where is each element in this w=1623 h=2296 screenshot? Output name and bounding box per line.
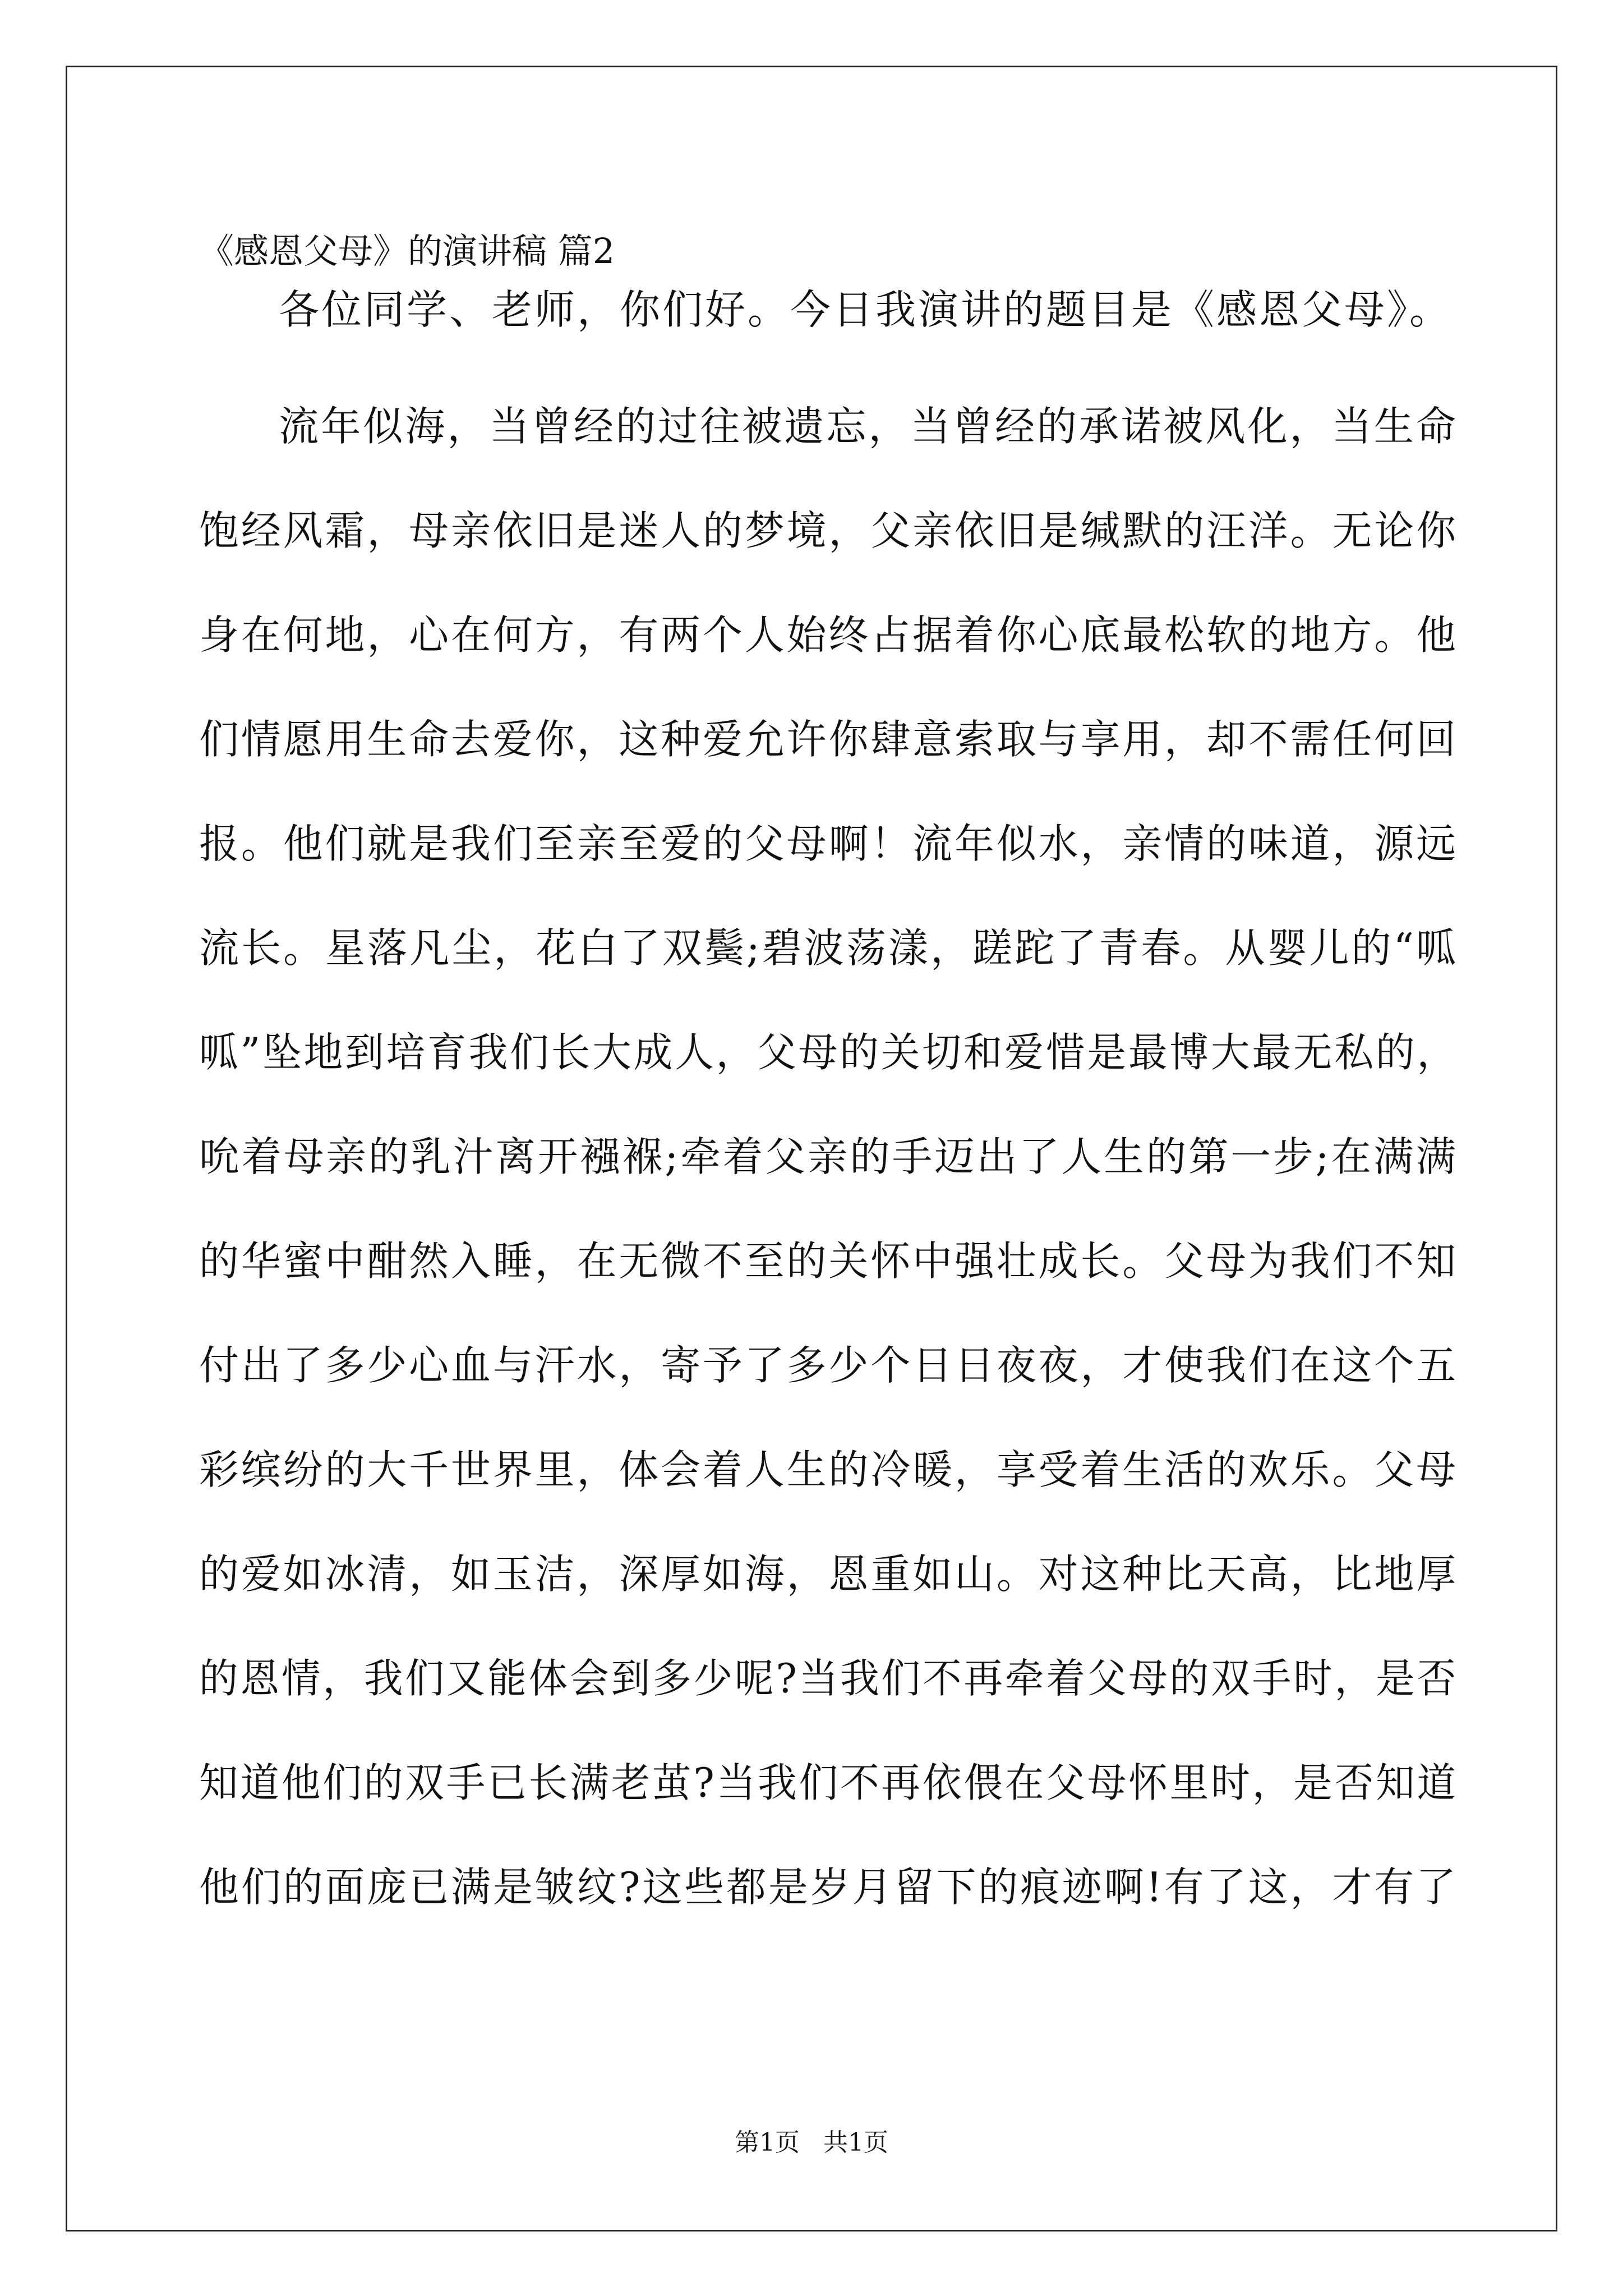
paragraph-line: 的爱如冰清，如玉洁，深厚如海，恩重如山。对这种比天高，比地厚 <box>199 1550 1458 1598</box>
paragraph-line: 身在何地，心在何方，有两个人始终占据着你心底最松软的地方。他 <box>199 611 1458 659</box>
paragraph-line: 彩缤纷的大千世界里，体会着人生的冷暖，享受着生活的欢乐。父母 <box>199 1446 1458 1493</box>
paragraph-line: 的华蜜中酣然入睡，在无微不至的关怀中强壮成长。父母为我们不知 <box>199 1237 1458 1285</box>
paragraph-line: 流长。星落凡尘，花白了双鬓;碧波荡漾，蹉跎了青春。从婴儿的“呱 <box>199 924 1458 972</box>
paragraph-line: 付出了多少心血与汗水，寄予了多少个日日夜夜，才使我们在这个五 <box>199 1342 1458 1389</box>
paragraph-line: 吮着母亲的乳汁离开襁褓;牵着父亲的手迈出了人生的第一步;在满满 <box>199 1133 1458 1180</box>
paragraph-line: 知道他们的双手已长满老茧?当我们不再依偎在父母怀里时，是否知道 <box>199 1759 1458 1806</box>
paragraph-line: 报。他们就是我们至亲至爱的父母啊！流年似水，亲情的味道，源远 <box>199 820 1458 867</box>
paragraph-line: 呱”坠地到培育我们长大成人，父母的关切和爱惜是最博大最无私的， <box>199 1029 1458 1076</box>
paragraph-line: 们情愿用生命去爱你，这种爱允许你肆意索取与享用，却不需任何回 <box>199 716 1458 763</box>
document-title: 《感恩父母》的演讲稿 篇2 <box>199 231 615 272</box>
paragraph-line: 各位同学、老师，你们好。今日我演讲的题目是《感恩父母》。 <box>279 286 1453 333</box>
paragraph-line: 饱经风霜，母亲依旧是迷人的梦境，父亲依旧是缄默的汪洋。无论你 <box>199 507 1458 554</box>
paragraph-line: 他们的面庞已满是皱纹?这些都是岁月留下的痕迹啊!有了这，才有了 <box>199 1864 1458 1911</box>
paragraph-line: 流年似海，当曾经的过往被遗忘，当曾经的承诺被风化，当生命 <box>279 403 1458 450</box>
page-number-footer: 第1页 共1页 <box>735 2128 888 2157</box>
paragraph-line: 的恩情，我们又能体会到多少呢?当我们不再牵着父母的双手时，是否 <box>199 1655 1458 1702</box>
